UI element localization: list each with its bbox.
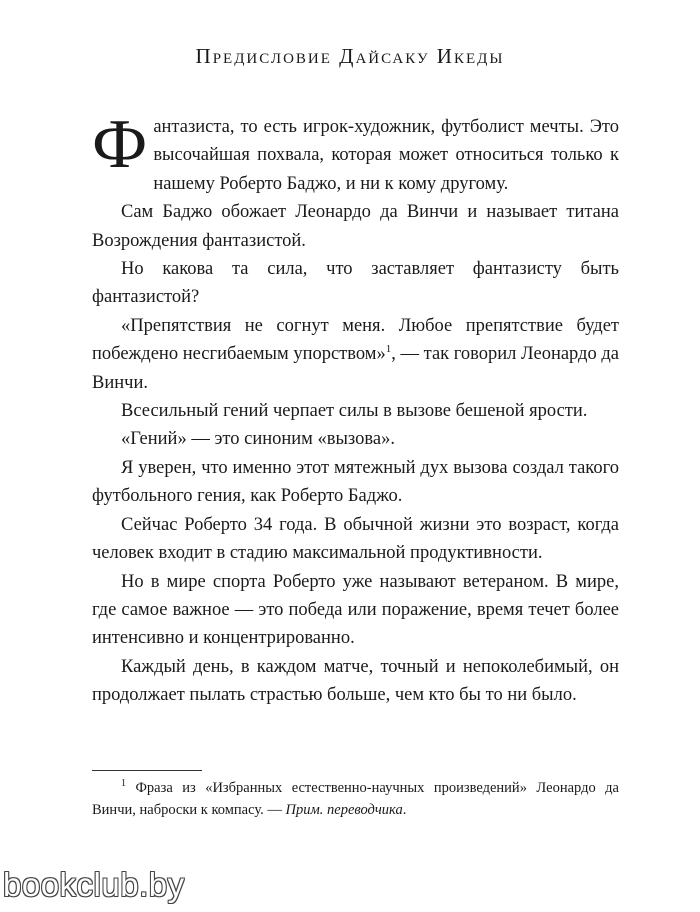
drop-cap: Ф xyxy=(92,106,148,183)
footnote-mark: 1 xyxy=(121,778,126,790)
paragraph-6: «Гений» — это синоним «вызова». xyxy=(121,429,395,450)
paragraph-1 xyxy=(92,106,619,198)
watermark: bookclub.by xyxy=(3,866,185,903)
paragraph-9: Но в мире спорта Роберто уже называют ветераном. В мире, где самое важное — это победа или поражение, время течет более интенсивно и концентрированно. xyxy=(92,571,619,649)
footnote-divider xyxy=(92,770,202,771)
body-text xyxy=(92,106,619,710)
quote-text: «Препятствия не согнут меня. Любое препятствие будет побеждено несгибаемым упорством» xyxy=(92,315,619,365)
paragraph-2: Сам Баджо обожает Леонардо да Винчи и называет титана Возрождения фантазистой. xyxy=(92,202,619,251)
paragraph-7: Я уверен, что именно этот мятежный дух вызова создал такого футбольного гения, как Роберто Баджо. xyxy=(92,457,619,507)
footnote xyxy=(92,777,619,821)
paragraph-1-text: антазиста, то есть игрок-художник, футболист мечты. Это высочайшая похвала, которая может относиться только к нашему Роберто Баджо, и ни к кому другому. xyxy=(153,117,619,194)
paragraph-10: Каждый день, в каждом матче, точный и непоколебимый, он продолжает пылать страстью больше, чем кто бы то ни было. xyxy=(92,656,619,706)
paragraph-3: Но какова та сила, что заставляет фантазисту быть фантазистой? xyxy=(92,259,619,308)
quote-attribution: , — так говорил Леонардо да Винчи. xyxy=(92,344,619,393)
paragraph-8: Сейчас Роберто 34 года. В обычной жизни это возраст, когда человек входит в стадию максимальной продуктивности. xyxy=(92,514,619,564)
paragraph-5: Всесильный гений черпает силы в вызове бешеной ярости. xyxy=(121,401,588,422)
paragraph-4 xyxy=(92,312,619,397)
footnote-end: . xyxy=(402,802,407,818)
footnote-text: Фраза из «Избранных естественно-научных произведений» Леонардо да Винчи, наброски к компасу. — xyxy=(92,780,619,818)
footnote-translator-note: Прим. переводчика xyxy=(285,802,403,818)
running-head: Предисловие Дайсаку Икеды xyxy=(195,44,505,68)
footnote-reference: 1 xyxy=(385,343,392,356)
